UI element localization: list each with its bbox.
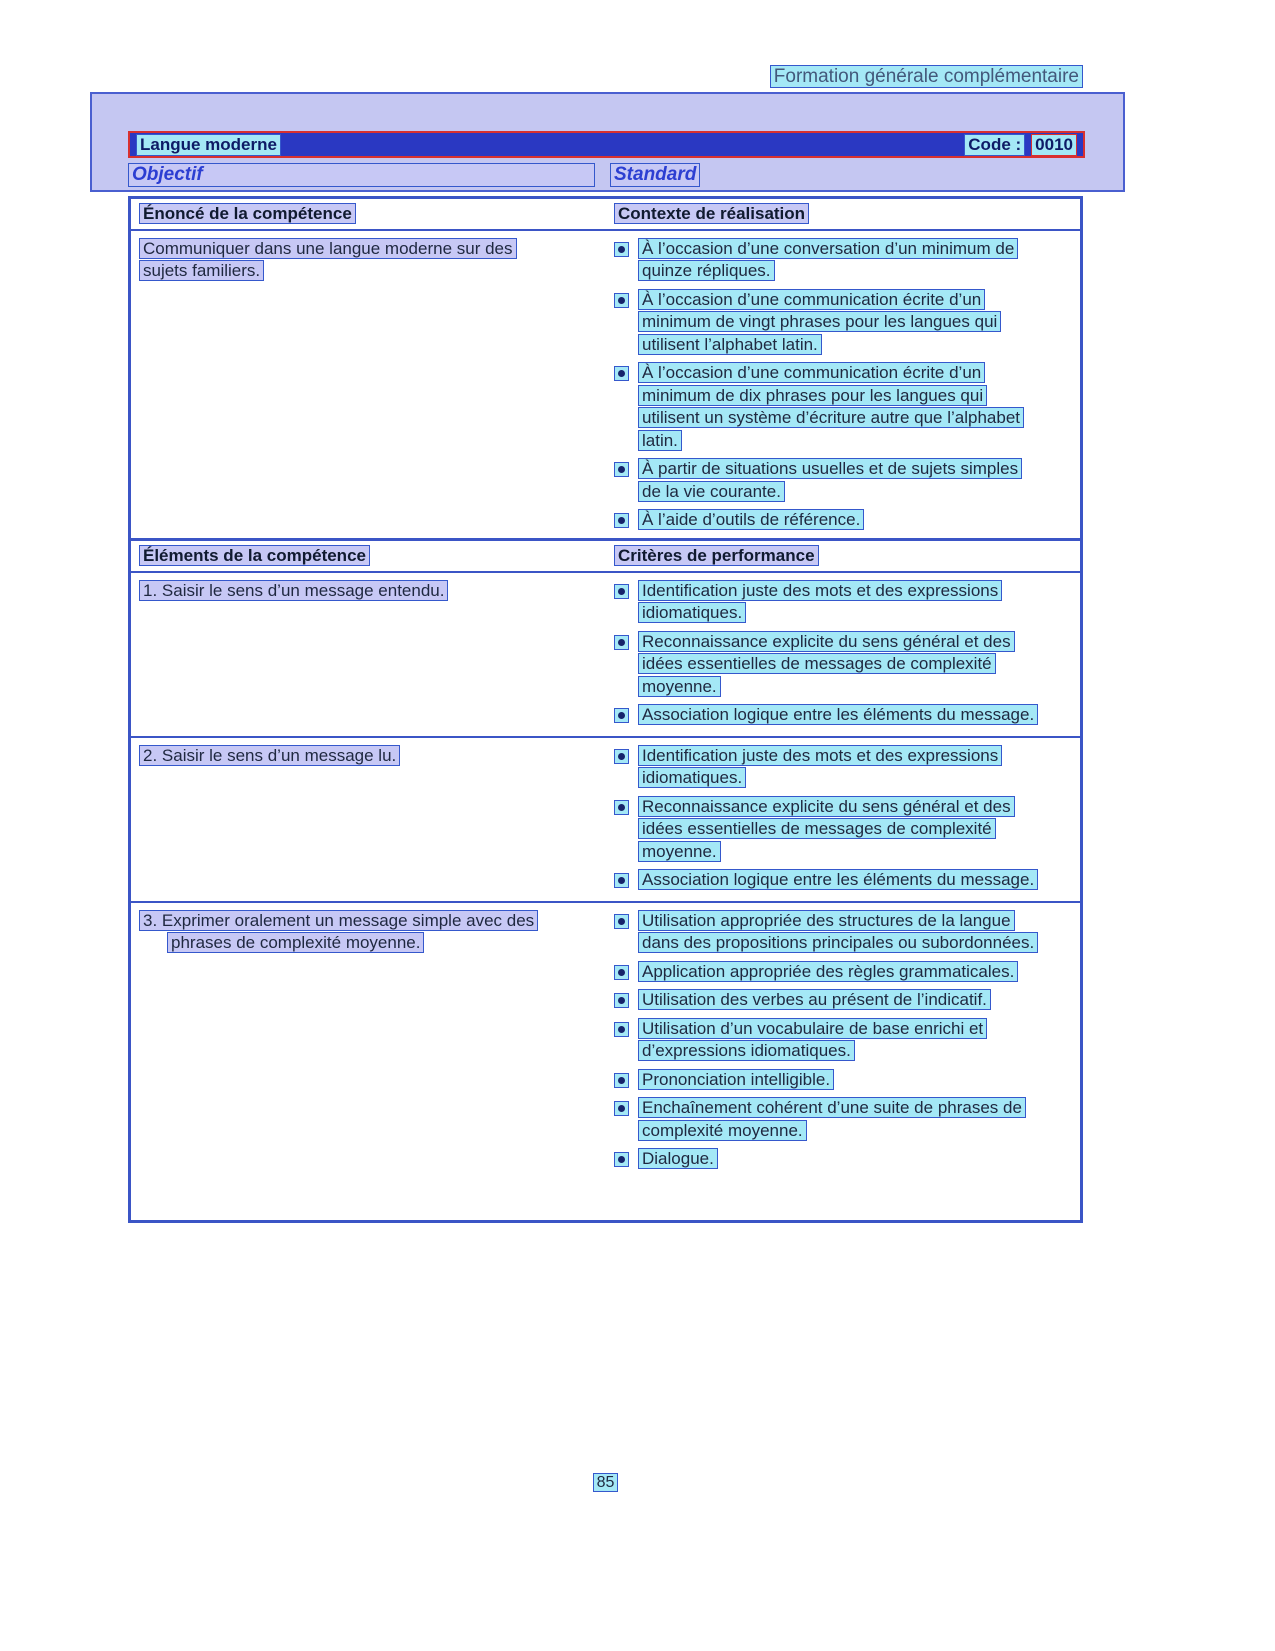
competence-table	[128, 196, 1083, 544]
bullet-text-wrap	[638, 580, 1041, 625]
bullet-text: Identification juste des mots et des expressions idiomatiques.	[638, 745, 1002, 789]
bullet-dot-icon	[614, 873, 629, 888]
elements-table-header	[131, 541, 1080, 573]
statement-text: Communiquer dans une langue moderne sur des sujets familiers.	[139, 238, 517, 282]
list-item	[614, 1018, 1070, 1063]
dot-glyph	[618, 1077, 625, 1084]
bullet-dot-icon	[614, 635, 629, 650]
dot-glyph	[618, 1156, 625, 1163]
bullet-text-wrap	[638, 1069, 834, 1092]
dot-glyph	[618, 1105, 625, 1112]
dot-glyph	[618, 517, 625, 524]
list-item	[614, 1097, 1070, 1142]
bullet-text-wrap	[638, 1097, 1041, 1142]
bullet-dot-icon	[614, 708, 629, 723]
bullet-text: Utilisation des verbes au présent de l’indicatif.	[638, 989, 991, 1010]
list-item	[614, 745, 1070, 790]
criteria-cell	[609, 578, 1080, 727]
elements-table	[128, 538, 1083, 1223]
bullet-text: Prononciation intelligible.	[638, 1069, 834, 1090]
bullet-text: Dialogue.	[638, 1148, 718, 1169]
bullet-text-wrap	[638, 289, 1041, 357]
bullet-dot-icon	[614, 242, 629, 257]
bullet-text-wrap	[638, 1018, 1041, 1063]
running-header	[770, 66, 1083, 88]
bullet-text: Reconnaissance explicite du sens général et des idées essentielles de messages de complexité moyenne.	[638, 631, 1015, 697]
elements-header-text: Éléments de la compétence	[139, 545, 370, 566]
dot-glyph	[618, 969, 625, 976]
bullet-text-wrap	[638, 238, 1041, 283]
bullet-text-wrap	[638, 961, 1018, 984]
bullet-text: Identification juste des mots et des expressions idiomatiques.	[638, 580, 1002, 624]
dot-glyph	[618, 370, 625, 377]
bullet-dot-icon	[614, 366, 629, 381]
dot-glyph	[618, 712, 625, 719]
dot-glyph	[618, 877, 625, 884]
bullet-text: À l’occasion d’une communication écrite d’un minimum de vingt phrases pour les langues qui utilisent l’alphabet latin.	[638, 289, 1001, 355]
bullet-dot-icon	[614, 965, 629, 980]
list-item	[614, 1069, 1070, 1092]
bullet-text-wrap	[638, 989, 991, 1012]
contexte-header-text: Contexte de réalisation	[614, 203, 809, 224]
dot-glyph	[618, 997, 625, 1004]
bullet-dot-icon	[614, 1101, 629, 1116]
course-name: Langue moderne	[136, 134, 281, 156]
element-text: 2. Saisir le sens d’un message lu.	[139, 745, 400, 766]
bullet-text-wrap	[638, 458, 1041, 503]
list-item	[614, 238, 1070, 283]
list-item	[614, 796, 1070, 864]
bullet-text-wrap	[638, 796, 1041, 864]
element-text: 3. Exprimer oralement un message simple avec des phrases de complexité moyenne.	[139, 910, 538, 954]
bullet-dot-icon	[614, 513, 629, 528]
bullet-text: À l’aide d’outils de référence.	[638, 509, 864, 530]
competence-row	[131, 231, 1080, 541]
code-value: 0010	[1031, 134, 1077, 156]
element-cell	[131, 908, 609, 1171]
bullet-dot-icon	[614, 800, 629, 815]
element-cell	[131, 743, 609, 892]
elements-header-cell	[131, 545, 609, 568]
bullet-dot-icon	[614, 1022, 629, 1037]
bullet-text-wrap	[638, 910, 1041, 955]
bullet-text: Reconnaissance explicite du sens général et des idées essentielles de messages de complexité moyenne.	[638, 796, 1015, 862]
criteria-cell	[609, 908, 1080, 1171]
standard-heading: Standard	[610, 163, 700, 187]
bullet-text: Application appropriée des règles grammaticales.	[638, 961, 1018, 982]
bullet-dot-icon	[614, 914, 629, 929]
bullet-text: À l’occasion d’une communication écrite d’un minimum de dix phrases pour les langues qui utilisent un système d’écriture autre que l’alphabet latin.	[638, 362, 1024, 451]
list-item	[614, 458, 1070, 503]
list-item	[614, 631, 1070, 699]
dot-glyph	[618, 753, 625, 760]
intro-box	[90, 92, 1125, 192]
bullet-dot-icon	[614, 293, 629, 308]
bullet-text-wrap	[638, 1148, 718, 1171]
element-row-3	[131, 901, 1080, 1180]
bullet-dot-icon	[614, 993, 629, 1008]
criteria-cell	[609, 743, 1080, 892]
contexte-cell	[609, 236, 1080, 532]
statement-wrap	[139, 238, 551, 283]
list-item	[614, 869, 1070, 892]
dot-glyph	[618, 466, 625, 473]
statement-cell	[131, 236, 609, 532]
objectif-cell	[128, 163, 610, 187]
bullet-text: Enchaînement cohérent d’une suite de phrases de complexité moyenne.	[638, 1097, 1026, 1141]
element-text-wrap	[139, 745, 551, 768]
element-cell	[131, 578, 609, 727]
objectif-heading: Objectif	[128, 163, 595, 187]
list-item	[614, 362, 1070, 452]
list-item	[614, 580, 1070, 625]
list-item	[614, 989, 1070, 1012]
bullet-dot-icon	[614, 584, 629, 599]
bullet-text-wrap	[638, 704, 1038, 727]
page-number: 85	[593, 1473, 619, 1492]
bullet-text-wrap	[638, 745, 1041, 790]
list-item	[614, 704, 1070, 727]
bullet-dot-icon	[614, 1073, 629, 1088]
dot-glyph	[618, 804, 625, 811]
objectif-standard-row	[128, 163, 1085, 187]
element-row-1	[131, 573, 1080, 736]
dot-glyph	[618, 1026, 625, 1033]
code-label: Code :	[964, 134, 1025, 156]
page-number-row	[128, 1474, 1083, 1492]
bullet-text: Association logique entre les éléments du message.	[638, 704, 1038, 725]
element-row-2	[131, 736, 1080, 901]
dot-glyph	[618, 588, 625, 595]
bullet-text: À l’occasion d’une conversation d’un minimum de quinze répliques.	[638, 238, 1018, 282]
bullet-text-wrap	[638, 509, 864, 532]
list-item	[614, 910, 1070, 955]
list-item	[614, 289, 1070, 357]
element-text-wrap	[139, 580, 551, 603]
contexte-header-cell	[609, 203, 1080, 226]
dot-glyph	[618, 639, 625, 646]
dot-glyph	[618, 297, 625, 304]
standard-cell	[610, 163, 1085, 187]
bullet-text: Utilisation d’un vocabulaire de base enrichi et d’expressions idiomatiques.	[638, 1018, 987, 1062]
bullet-text-wrap	[638, 869, 1038, 892]
bullet-text-wrap	[638, 631, 1041, 699]
criteres-header-cell	[609, 545, 1080, 568]
bullet-dot-icon	[614, 749, 629, 764]
course-title-bar	[128, 131, 1085, 158]
element-text: 1. Saisir le sens d’un message entendu.	[139, 580, 448, 601]
list-item	[614, 961, 1070, 984]
bullet-text-wrap	[638, 362, 1041, 452]
dot-glyph	[618, 918, 625, 925]
dot-glyph	[618, 246, 625, 253]
bullet-text: À partir de situations usuelles et de sujets simples de la vie courante.	[638, 458, 1022, 502]
running-header-text: Formation générale complémentaire	[770, 65, 1083, 88]
element-text-wrap	[139, 910, 551, 955]
bullet-dot-icon	[614, 1152, 629, 1167]
competence-header-text: Énoncé de la compétence	[139, 203, 356, 224]
bullet-text: Association logique entre les éléments du message.	[638, 869, 1038, 890]
bullet-text: Utilisation appropriée des structures de la langue dans des propositions principales ou subordonnées.	[638, 910, 1038, 954]
list-item	[614, 509, 1070, 532]
competence-table-header	[131, 199, 1080, 231]
list-item	[614, 1148, 1070, 1171]
competence-header-cell	[131, 203, 609, 226]
criteres-header-text: Critères de performance	[614, 545, 819, 566]
bullet-dot-icon	[614, 462, 629, 477]
